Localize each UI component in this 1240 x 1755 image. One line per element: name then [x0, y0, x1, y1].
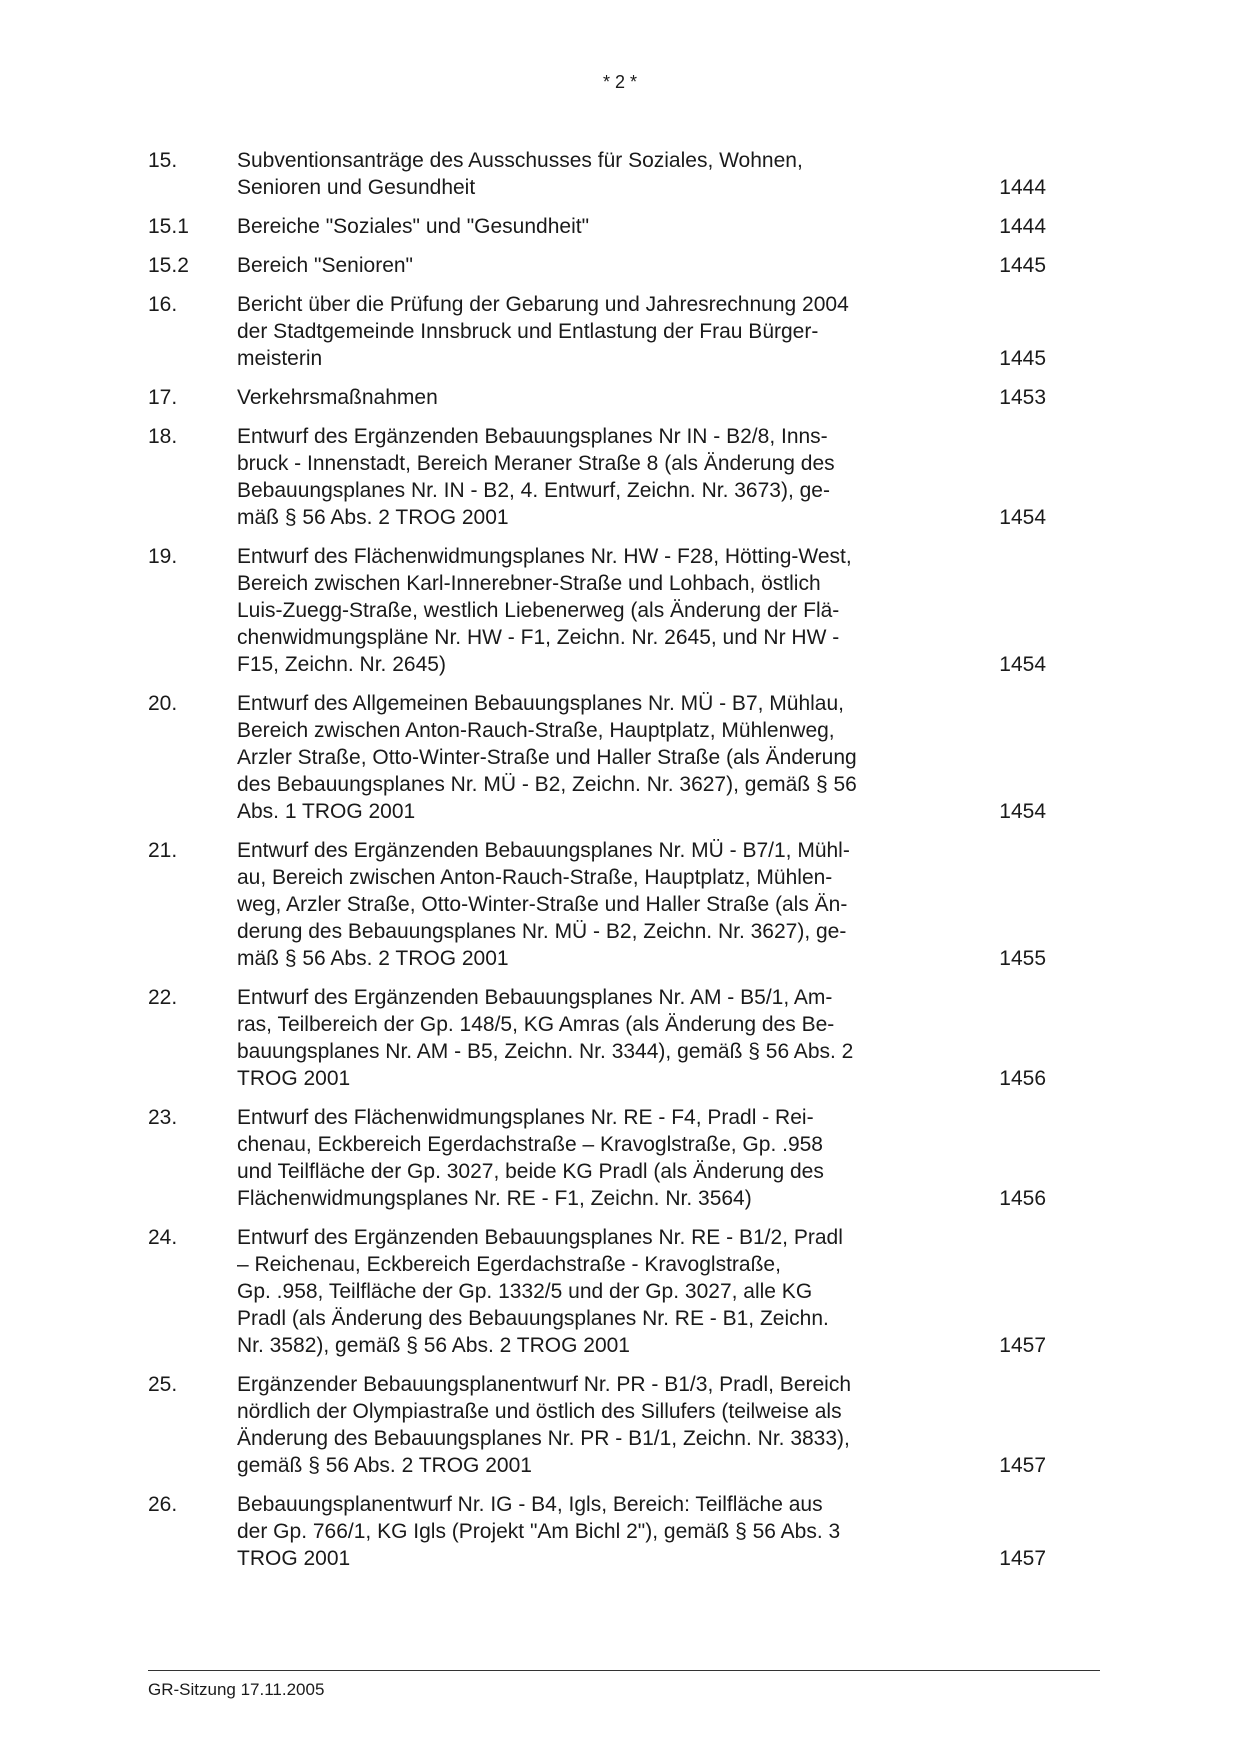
- toc-entry-page: 1454: [999, 653, 1046, 676]
- toc-entry-title: [237, 837, 947, 972]
- toc-entry-number: 18.: [148, 425, 178, 448]
- toc-entry-title-line: des Bebauungsplanes Nr. MÜ - B2, Zeichn. Nr. 3627), gemäß § 56: [237, 773, 857, 796]
- toc-entry-number: 21.: [148, 839, 178, 862]
- toc-entry-title-line: Bereich zwischen Karl-Innerebner-Straße und Lohbach, östlich: [237, 572, 821, 595]
- toc-entry-title: [237, 384, 947, 411]
- toc-entry-title-line: und Teilfläche der Gp. 3027, beide KG Pradl (als Änderung des: [237, 1160, 824, 1183]
- toc-entry-title: [237, 690, 947, 825]
- toc-entry-title-line: TROG 2001: [237, 1067, 351, 1090]
- toc-entry-page: 1444: [999, 176, 1046, 199]
- toc-entry-title-line: Entwurf des Ergänzenden Bebauungsplanes Nr. AM - B5/1, Am-: [237, 986, 833, 1009]
- toc-entry-page: 1456: [999, 1187, 1046, 1210]
- toc-entry-number: 26.: [148, 1493, 178, 1516]
- toc-entry-number: 22.: [148, 986, 178, 1009]
- toc-entry-title: [237, 252, 947, 279]
- toc-entry-number: 24.: [148, 1226, 178, 1249]
- toc-entry: [148, 690, 1098, 825]
- footer-session-date: GR-Sitzung 17.11.2005: [148, 1680, 325, 1699]
- toc-entry-title-line: Entwurf des Ergänzenden Bebauungsplanes Nr IN - B2/8, Inns-: [237, 425, 828, 448]
- toc-entry-title-line: au, Bereich zwischen Anton-Rauch-Straße, Hauptplatz, Mühlen-: [237, 866, 833, 889]
- toc-entry-page: 1454: [999, 800, 1046, 823]
- toc-entry: [148, 984, 1098, 1092]
- toc-entry-number: 15.2: [148, 254, 189, 277]
- toc-entry-title-line: der Stadtgemeinde Innsbruck und Entlastung der Frau Bürger-: [237, 320, 819, 343]
- toc-entry-page: 1454: [999, 506, 1046, 529]
- toc-entry: [148, 147, 1098, 201]
- toc-entry-title-line: bauungsplanes Nr. AM - B5, Zeichn. Nr. 3344), gemäß § 56 Abs. 2: [237, 1040, 854, 1063]
- toc-entry-title: [237, 1491, 947, 1572]
- toc-entry-title: [237, 984, 947, 1092]
- toc-entry-title-line: Entwurf des Ergänzenden Bebauungsplanes Nr. MÜ - B7/1, Mühl-: [237, 839, 850, 862]
- toc-entry-title-line: Bereiche "Soziales" und "Gesundheit": [237, 215, 590, 238]
- toc-entry-number: 15.1: [148, 215, 189, 238]
- toc-entry-page: 1457: [999, 1547, 1046, 1570]
- toc-entry-title-line: Subventionsanträge des Ausschusses für Soziales, Wohnen,: [237, 149, 803, 172]
- toc-entry-page: 1445: [999, 347, 1046, 370]
- toc-entry-title-line: der Gp. 766/1, KG Igls (Projekt "Am Bichl 2"), gemäß § 56 Abs. 3: [237, 1520, 841, 1543]
- toc-entry-number: 15.: [148, 149, 178, 172]
- toc-entry: [148, 252, 1098, 279]
- toc-entry-title-line: Bebauungsplanentwurf Nr. IG - B4, Igls, Bereich: Teilfläche aus: [237, 1493, 823, 1516]
- toc-entry-title-line: TROG 2001: [237, 1547, 351, 1570]
- toc-entry-title: [237, 213, 947, 240]
- toc-entry-title-line: bruck - Innenstadt, Bereich Meraner Straße 8 (als Änderung des: [237, 452, 835, 475]
- toc-entry-title: [237, 1224, 947, 1359]
- toc-entry-title-line: mäß § 56 Abs. 2 TROG 2001: [237, 506, 509, 529]
- toc-entry-title-line: – Reichenau, Eckbereich Egerdachstraße - Kravoglstraße,: [237, 1253, 781, 1276]
- toc-entry: [148, 837, 1098, 972]
- table-of-contents: [148, 147, 1098, 1584]
- toc-entry-title: [237, 291, 947, 372]
- toc-entry-title-line: Ergänzender Bebauungsplanentwurf Nr. PR - B1/3, Pradl, Bereich: [237, 1373, 852, 1396]
- toc-entry-title-line: Arzler Straße, Otto-Winter-Straße und Haller Straße (als Änderung: [237, 746, 857, 769]
- toc-entry-title-line: Bericht über die Prüfung der Gebarung und Jahresrechnung 2004: [237, 293, 849, 316]
- toc-entry: [148, 423, 1098, 531]
- toc-entry-title-line: Änderung des Bebauungsplanes Nr. PR - B1/1, Zeichn. Nr. 3833),: [237, 1427, 850, 1450]
- toc-entry-page: 1457: [999, 1454, 1046, 1477]
- toc-entry-title-line: weg, Arzler Straße, Otto-Winter-Straße und Haller Straße (als Än-: [237, 893, 848, 916]
- toc-entry-title: [237, 147, 947, 201]
- toc-entry-page: 1445: [999, 254, 1046, 277]
- toc-entry-title: [237, 1104, 947, 1212]
- footer-divider: [148, 1670, 1100, 1671]
- toc-entry-page: 1453: [999, 386, 1046, 409]
- toc-entry-title-line: derung des Bebauungsplanes Nr. MÜ - B2, Zeichn. Nr. 3627), ge-: [237, 920, 847, 943]
- toc-entry: [148, 1224, 1098, 1359]
- toc-entry-page: 1455: [999, 947, 1046, 970]
- toc-entry-title-line: Nr. 3582), gemäß § 56 Abs. 2 TROG 2001: [237, 1334, 630, 1357]
- toc-entry-title-line: Pradl (als Änderung des Bebauungsplanes Nr. RE - B1, Zeichn.: [237, 1307, 829, 1330]
- toc-entry-title-line: Entwurf des Ergänzenden Bebauungsplanes Nr. RE - B1/2, Pradl: [237, 1226, 843, 1249]
- toc-entry-number: 25.: [148, 1373, 178, 1396]
- toc-entry-page: 1456: [999, 1067, 1046, 1090]
- toc-entry-title-line: Verkehrsmaßnahmen: [237, 386, 438, 409]
- toc-entry-title: [237, 1371, 947, 1479]
- toc-entry: [148, 1371, 1098, 1479]
- toc-entry-page: 1444: [999, 215, 1046, 238]
- toc-entry-title: [237, 543, 947, 678]
- toc-entry-title-line: ras, Teilbereich der Gp. 148/5, KG Amras (als Änderung des Be-: [237, 1013, 835, 1036]
- page-number: * 2 *: [602, 72, 638, 92]
- toc-entry-number: 23.: [148, 1106, 178, 1129]
- toc-entry-title-line: Bereich zwischen Anton-Rauch-Straße, Hauptplatz, Mühlenweg,: [237, 719, 835, 742]
- toc-entry: [148, 291, 1098, 372]
- toc-entry-page: 1457: [999, 1334, 1046, 1357]
- toc-entry-title-line: Luis-Zuegg-Straße, westlich Liebenerweg (als Änderung der Flä-: [237, 599, 840, 622]
- toc-entry-title-line: Abs. 1 TROG 2001: [237, 800, 416, 823]
- toc-entry-title-line: gemäß § 56 Abs. 2 TROG 2001: [237, 1454, 532, 1477]
- toc-entry: [148, 1491, 1098, 1572]
- toc-entry-number: 20.: [148, 692, 178, 715]
- toc-entry-number: 19.: [148, 545, 178, 568]
- toc-entry-title-line: chenwidmungspläne Nr. HW - F1, Zeichn. Nr. 2645, und Nr HW -: [237, 626, 840, 649]
- toc-entry-title-line: Senioren und Gesundheit: [237, 176, 476, 199]
- toc-entry-title-line: Gp. .958, Teilfläche der Gp. 1332/5 und der Gp. 3027, alle KG: [237, 1280, 813, 1303]
- toc-entry: [148, 543, 1098, 678]
- toc-entry: [148, 384, 1098, 411]
- toc-entry-title-line: Entwurf des Flächenwidmungsplanes Nr. RE - F4, Pradl - Rei-: [237, 1106, 814, 1129]
- toc-entry-title-line: mäß § 56 Abs. 2 TROG 2001: [237, 947, 509, 970]
- toc-entry-title-line: Entwurf des Flächenwidmungsplanes Nr. HW - F28, Hötting-West,: [237, 545, 852, 568]
- toc-entry-number: 17.: [148, 386, 178, 409]
- toc-entry-number: 16.: [148, 293, 178, 316]
- toc-entry-title-line: nördlich der Olympiastraße und östlich des Sillufers (teilweise als: [237, 1400, 842, 1423]
- toc-entry: [148, 1104, 1098, 1212]
- toc-entry-title-line: Bereich "Senioren": [237, 254, 414, 277]
- toc-entry: [148, 213, 1098, 240]
- toc-entry-title-line: Bebauungsplanes Nr. IN - B2, 4. Entwurf, Zeichn. Nr. 3673), ge-: [237, 479, 830, 502]
- toc-entry-title-line: Flächenwidmungsplanes Nr. RE - F1, Zeichn. Nr. 3564): [237, 1187, 752, 1210]
- toc-entry-title-line: meisterin: [237, 347, 323, 370]
- toc-entry-title-line: F15, Zeichn. Nr. 2645): [237, 653, 446, 676]
- toc-entry-title-line: chenau, Eckbereich Egerdachstraße – Kravoglstraße, Gp. .958: [237, 1133, 823, 1156]
- toc-entry-title-line: Entwurf des Allgemeinen Bebauungsplanes Nr. MÜ - B7, Mühlau,: [237, 692, 845, 715]
- toc-entry-title: [237, 423, 947, 531]
